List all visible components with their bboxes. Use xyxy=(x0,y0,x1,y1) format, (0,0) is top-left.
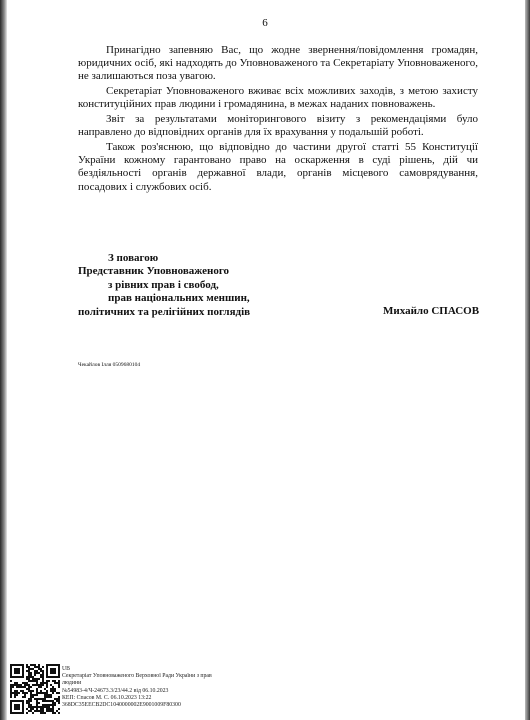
scan-left-edge xyxy=(0,0,7,720)
stamp-line-1: UB xyxy=(62,666,71,672)
letter-body xyxy=(78,44,478,195)
paragraph-constitution: Також роз'яснюю, що відповідно до частини другої статті 55 Конституції України кожному гарантовано право на оскарження в суді рішень, дій чи бездіяльності органів державної влади, органів місцевого самоврядування, посадових і службових осіб. xyxy=(78,140,478,193)
signature-title-line-3: прав національних меншин, xyxy=(108,292,250,305)
paragraph-secretariat: Секретаріат Уповноваженого вживає всіх можливих заходів, з метою захисту конституційних прав людини і громадянина, в межах наданих повноважень. xyxy=(78,85,478,111)
signature-closing: З повагою xyxy=(108,252,159,264)
stamp-line-3: людини xyxy=(62,680,82,687)
signature-title-line-2: з рівних прав і свобод, xyxy=(108,278,219,291)
signature-title-line-4: політичних та релігійних поглядів xyxy=(78,305,251,318)
signer-name: Михайло СПАСОВ xyxy=(383,305,480,317)
stamp-line-6: 368DC35EECB2DC1040000002E9001009F80300 xyxy=(62,702,181,709)
qr-code-icon xyxy=(10,664,60,714)
e-signature-stamp xyxy=(62,666,292,709)
executor-contact: Чекайлов Ілля 0509680104 xyxy=(78,362,141,368)
paragraph-report: Звіт за результатами моніторингового візиту з рекомендаціями було направлено до відповідних органів для їх врахування у подальшій роботі. xyxy=(78,113,478,139)
signature-title-line-1: Представник Уповноваженого xyxy=(78,265,230,278)
stamp-line-5: КЕП: Спасов М. С. 06.10.2023 13:22 xyxy=(62,694,152,701)
stamp-line-4: №54983-4/Ч-24673.3/23/44.2 від 06.10.2023 xyxy=(62,687,169,694)
scan-right-edge xyxy=(525,0,530,720)
signature-block xyxy=(78,252,328,319)
stamp-line-2: Секретаріат Уповноваженого Верховної Ради України з прав xyxy=(62,673,212,680)
page-number: 6 xyxy=(262,17,268,29)
paragraph-assurance: Принагідно запевняю Вас, що жодне звернення/повідомлення громадян, юридичних осіб, які надходять до Уповноваженого та Секретаріату Уповноваженого, не залишаються поза увагою. xyxy=(78,44,478,83)
